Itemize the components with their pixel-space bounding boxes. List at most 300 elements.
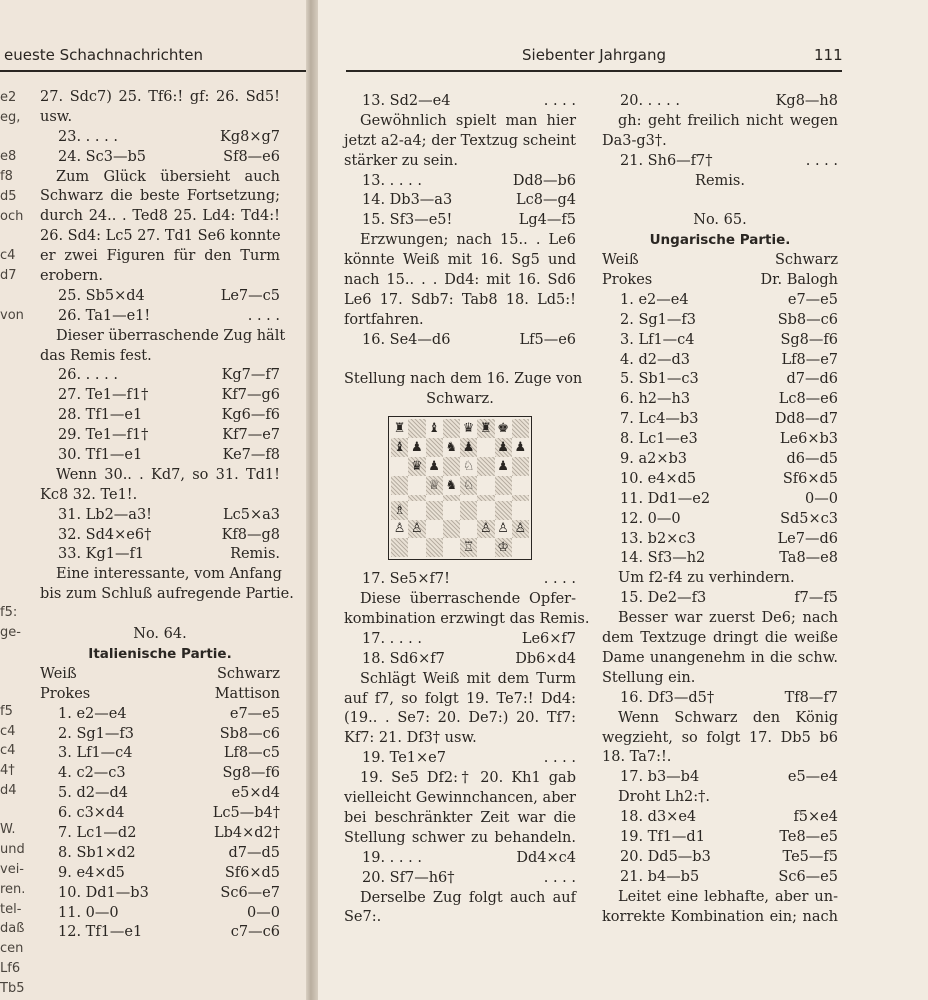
margin-fragment (0, 365, 30, 385)
board-square (495, 501, 512, 520)
text-line: fortfahren. (344, 311, 424, 328)
white-move: 24. Sc3—b5 (58, 148, 146, 165)
move-line (344, 869, 576, 889)
text-line: Diese überraschende Opfer- (360, 591, 576, 608)
white-move: 18. Sd6×f7 (362, 650, 445, 667)
chess-piece-square: ♙ (408, 520, 425, 539)
black-move: Lc8—g4 (516, 192, 576, 209)
black-move: e5—e4 (787, 769, 838, 786)
white-move: 16. Df3—d5† (620, 689, 715, 706)
black-move: Kf7—g6 (221, 387, 280, 404)
white-move: 7. Lc1—d2 (58, 824, 137, 841)
board-square (477, 538, 494, 557)
move-line (602, 549, 838, 569)
black-move: Sf6×d5 (224, 864, 280, 881)
margin-fragment: d7 (0, 268, 17, 284)
black-move: c7—c6 (230, 924, 280, 941)
margin-fragment: d5 (0, 188, 17, 204)
margin-fragment: von (0, 307, 24, 323)
margin-fragment (0, 405, 30, 425)
chess-piece-square: ♜ (477, 419, 494, 438)
page-number: 111 (814, 46, 843, 64)
margin-fragment: c4 (0, 723, 16, 739)
margin-fragment (0, 543, 30, 563)
board-square (512, 457, 529, 476)
text-line: Besser war zuerst De6; nach (618, 610, 838, 627)
margin-fragment: ge- (0, 624, 21, 640)
move-line (40, 904, 280, 924)
board-square (426, 438, 443, 457)
white-move: 3. Lf1—c4 (620, 331, 695, 348)
white-move: 21. b4—b5 (620, 868, 700, 885)
margin-fragment (0, 425, 30, 445)
black-move: Ta8—e8 (779, 550, 838, 567)
text-line: kombination erzwingt das Remis. (344, 611, 590, 628)
margin-fragment: Tb5 (0, 980, 25, 996)
chess-diagram (388, 416, 532, 560)
move-line (40, 287, 280, 307)
black-move: Lg4—f5 (518, 212, 576, 229)
white-move: 2. Sg1—f3 (620, 311, 696, 328)
text-line: Leitet eine lebhafte, aber un- (618, 888, 838, 905)
black-move: Lc5×a3 (223, 506, 280, 523)
right-running-header: Siebenter Jahrgang (522, 46, 666, 64)
move-line (344, 172, 576, 192)
move-line (40, 426, 280, 446)
text-line: Schlägt Weiß mit dem Turm (360, 670, 576, 687)
move-line (40, 725, 280, 745)
black-move: Te5—f5 (782, 848, 838, 865)
move-line (602, 152, 838, 172)
chess-board-grid (391, 419, 529, 557)
chess-piece-square: ♜ (391, 419, 408, 438)
text-line: Zum Glück übersieht auch (56, 168, 280, 185)
white-move: 11. Dd1—e2 (620, 490, 711, 507)
move-line (344, 849, 576, 869)
white-move: 26. Ta1—e1! (58, 307, 151, 324)
text-line: korrekte Kombination ein; nach (602, 908, 838, 925)
black-move: Lf8—e7 (781, 351, 838, 368)
move-line (602, 689, 838, 709)
board-square (460, 501, 477, 520)
black-move: Dd8—d7 (774, 411, 838, 428)
white-move: 13. . . . . (362, 172, 422, 189)
margin-fragment (0, 326, 30, 346)
players-line (602, 251, 838, 271)
text-line: Le6 17. Sdb7: Tab8 18. Ld5:! (344, 291, 576, 308)
move-line (602, 828, 838, 848)
player-left: Weiß (40, 665, 77, 682)
board-square (443, 419, 460, 438)
text-line: 27. Sdc7) 25. Tf6:! gf: 26. Sd5! (40, 89, 280, 105)
black-move: Sd5×c3 (780, 510, 838, 527)
black-move: f5×e4 (793, 809, 838, 826)
text-line: Stellung ein. (602, 669, 696, 686)
black-move: Sb8—c6 (777, 311, 838, 328)
black-move: 0—0 (247, 904, 280, 921)
move-line (40, 366, 280, 386)
chess-piece-square: ♞ (443, 476, 460, 495)
board-square (408, 538, 425, 557)
margin-fragment (0, 524, 30, 544)
board-square (495, 476, 512, 495)
black-move: d6—d5 (786, 451, 838, 468)
move-line (344, 331, 576, 351)
text-line: nach 15.. . . Dd4: mit 16. Sd6 (344, 272, 576, 289)
move-line (40, 386, 280, 406)
players-line (602, 271, 838, 291)
white-move: 20. . . . . (620, 93, 680, 109)
board-square (426, 538, 443, 557)
white-move: 16. Se4—d6 (362, 331, 451, 348)
white-move: 7. Lc4—b3 (620, 411, 699, 428)
black-move: Db6×d4 (515, 650, 576, 667)
margin-fragment: tel- (0, 901, 22, 917)
black-move: e7—e5 (787, 291, 838, 308)
white-move: 9. a2×b3 (620, 451, 687, 468)
text-line: könnte Weiß mit 16. Sg5 und (344, 252, 576, 269)
white-move: 1. e2—e4 (620, 291, 689, 308)
player-left: Prokes (602, 272, 653, 289)
margin-fragment: vei- (0, 862, 24, 878)
white-move: 9. e4×d5 (58, 864, 125, 881)
text-line: stärker zu sein. (344, 152, 458, 169)
white-move: 25. Sb5×d4 (58, 287, 145, 304)
move-line (602, 351, 838, 371)
player-right: Schwarz (216, 665, 280, 682)
move-line (602, 370, 838, 390)
move-line (602, 490, 838, 510)
move-line (602, 868, 838, 888)
player-left: Weiß (602, 252, 639, 269)
white-move: 12. Tf1—e1 (58, 924, 143, 941)
move-line (602, 291, 838, 311)
chess-piece-square: ♘ (460, 476, 477, 495)
black-move: d7—d6 (786, 371, 838, 388)
chess-piece-square: ♙ (391, 520, 408, 539)
margin-fragment: och (0, 208, 24, 224)
black-move: . . . . (543, 750, 576, 767)
player-right: Dr. Balogh (760, 272, 838, 289)
margin-fragment: cen (0, 941, 24, 957)
move-line (602, 410, 838, 430)
white-move: 15. De2—f3 (620, 590, 707, 607)
margin-fragment: e2 (0, 90, 17, 105)
white-move: 15. Sf3—e5! (362, 212, 453, 229)
text-line: das Remis fest. (40, 347, 152, 364)
text-line: bei beschränkter Zeit war die (344, 809, 576, 826)
black-move: e7—e5 (229, 705, 280, 722)
board-square (512, 501, 529, 520)
black-move: Kg8×g7 (220, 128, 280, 145)
margin-fragment: daß (0, 921, 25, 937)
left-column (40, 88, 294, 943)
margin-fragment (0, 444, 30, 464)
chess-piece-square: ♚ (495, 419, 512, 438)
move-line (344, 211, 576, 231)
previous-page-margin-fragments (0, 88, 30, 999)
move-line (344, 630, 576, 650)
chess-piece-square: ♝ (426, 419, 443, 438)
white-move: 8. Sb1×d2 (58, 844, 136, 861)
black-move: Ke7—f8 (222, 447, 280, 464)
white-move: 28. Tf1—e1 (58, 407, 143, 424)
move-line (602, 430, 838, 450)
white-move: 33. Kg1—f1 (58, 546, 145, 563)
move-line (344, 749, 576, 769)
move-line (602, 589, 838, 609)
move-line (344, 650, 576, 670)
board-square (408, 501, 425, 520)
white-move: 2. Sg1—f3 (58, 725, 134, 742)
chess-piece-square: ♟ (408, 438, 425, 457)
margin-fragment: eg, (0, 109, 21, 125)
black-move: e5×d4 (231, 785, 280, 802)
text-line: 26. Sd4: Lc5 27. Td1 Se6 konnte (40, 228, 281, 245)
black-move: Kf8—g8 (221, 526, 280, 543)
move-line (40, 804, 280, 824)
white-move: 19. Te1×e7 (362, 750, 446, 767)
text-line: Erzwungen; nach 15.. . Le6 (360, 232, 576, 249)
white-move: 23. . . . . (58, 128, 118, 145)
margin-fragment: f5: (0, 604, 18, 620)
board-square (391, 476, 408, 495)
board-square (443, 501, 460, 520)
chess-piece-square: ♛ (460, 419, 477, 438)
margin-fragment (0, 642, 30, 662)
text-line: vielleicht Gewinnchancen, aber (344, 790, 576, 807)
text-line: 19. Se5 Df2:† 20. Kh1 gab (360, 770, 576, 787)
margin-fragment (0, 286, 30, 306)
text-line: usw. (40, 108, 73, 125)
move-line (40, 446, 280, 466)
white-move: 17. Se5×f7! (362, 571, 450, 588)
white-move: 5. Sb1—c3 (620, 371, 699, 388)
margin-fragment: c4 (0, 248, 16, 264)
board-square (512, 476, 529, 495)
board-square (391, 538, 408, 557)
black-move: Sf8—e6 (223, 148, 280, 165)
chess-piece-square: ♟ (426, 457, 443, 476)
black-move: . . . . (543, 571, 576, 588)
move-line (602, 768, 838, 788)
margin-fragment (0, 385, 30, 405)
text-line (40, 605, 280, 625)
white-move: 26. . . . . (58, 367, 118, 384)
margin-fragment (0, 801, 30, 821)
white-move: 6. c3×d4 (58, 805, 125, 822)
white-move: 32. Sd4×e6† (58, 526, 152, 543)
white-move: 3. Lf1—c4 (58, 745, 133, 762)
move-line (40, 844, 280, 864)
left-header-rule (0, 70, 306, 72)
move-line (602, 331, 838, 351)
black-move: Lb4×d2† (213, 824, 280, 841)
text-line: Schwarz die beste Fortsetzung; (40, 188, 280, 205)
white-move: 14. Sf3—h2 (620, 550, 706, 567)
black-move: Te8—e5 (779, 828, 838, 845)
margin-fragment (0, 227, 30, 247)
players-line (40, 685, 280, 705)
move-line (40, 148, 280, 168)
move-line (344, 191, 576, 211)
black-move: 0—0 (805, 490, 838, 507)
move-line (40, 824, 280, 844)
white-move: 13. Sd2—e4 (362, 93, 451, 109)
white-move: 8. Lc1—e3 (620, 431, 698, 448)
right-header-rule (346, 70, 842, 72)
chess-piece-square: ♘ (460, 457, 477, 476)
move-line (40, 884, 280, 904)
white-move: 1. e2—e4 (58, 705, 127, 722)
board-square (443, 457, 460, 476)
margin-fragment: W. (0, 822, 16, 838)
move-line (602, 92, 838, 112)
move-line (40, 506, 280, 526)
margin-fragment: und (0, 842, 25, 858)
black-move: . . . . (805, 152, 838, 169)
move-line (40, 784, 280, 804)
text-line: er zwei Figuren für den Turm (40, 248, 280, 265)
white-move: 13. b2×c3 (620, 530, 696, 547)
board-square (477, 438, 494, 457)
margin-fragment (0, 682, 30, 702)
margin-fragment (0, 484, 30, 504)
black-move: Sb8—c6 (219, 725, 280, 742)
white-move: 17. b3—b4 (620, 769, 700, 786)
black-move: Tf8—f7 (784, 689, 838, 706)
chess-piece-square: ♕ (426, 476, 443, 495)
black-move: Dd4×c4 (516, 849, 576, 866)
board-square (477, 501, 494, 520)
text-line: Se7:. (344, 909, 382, 926)
margin-fragment: d4 (0, 782, 17, 798)
white-move: 19. . . . . (362, 849, 422, 866)
margin-fragment: ren. (0, 881, 26, 897)
middle-column (344, 92, 590, 928)
chess-piece-square: ♝ (391, 438, 408, 457)
black-move: Kg6—f6 (221, 407, 280, 424)
white-move: 20. Sf7—h6† (362, 869, 455, 886)
text-line: Eine interessante, vom Anfang (56, 566, 282, 583)
text-line: Stellung schwer zu behandeln. (344, 829, 576, 846)
white-move: 27. Te1—f1† (58, 387, 149, 404)
margin-fragment (0, 504, 30, 524)
text-line: 18. Ta7:!. (602, 749, 672, 766)
chess-piece-square: ♟ (495, 457, 512, 476)
black-move: Sc6—e5 (778, 868, 838, 885)
text-line: gh: geht freilich nicht wegen (618, 112, 838, 129)
white-move: 4. d2—d3 (620, 351, 690, 368)
text-line: erobern. (40, 268, 103, 285)
left-running-header: eueste Schachnachrichten (4, 46, 204, 64)
player-left: Prokes (40, 685, 91, 702)
board-square (426, 501, 443, 520)
chess-piece-square: ♔ (495, 538, 512, 557)
text-line: dem Textzuge dringt die weiße (602, 630, 838, 647)
middle-column-bottom (344, 570, 590, 928)
chess-piece-square: ♙ (495, 520, 512, 539)
book-gutter (306, 0, 318, 1000)
black-move: Lc5—b4† (212, 805, 280, 822)
text-line: Dame unangenehm in die schw. (602, 649, 838, 666)
board-square (391, 457, 408, 476)
move-line (602, 311, 838, 331)
white-move: 4. c2—c3 (58, 765, 126, 782)
text-line: Dieser überraschende Zug hält (56, 327, 286, 344)
chess-piece-square: ♗ (391, 501, 408, 520)
text-line: Gewöhnlich spielt man hier (360, 112, 576, 129)
text-line: Da3-g3†. (602, 132, 667, 149)
margin-fragment: f5 (0, 703, 13, 719)
text-line: Remis. (695, 172, 745, 189)
chess-piece-square: ♞ (443, 438, 460, 457)
white-move: 19. Tf1—d1 (620, 828, 705, 845)
text-line: Stellung nach dem 16. Zuge von (344, 371, 583, 388)
chess-piece-square: ♛ (408, 457, 425, 476)
black-move: Le6×b3 (779, 431, 838, 448)
move-line (602, 808, 838, 828)
text-line (602, 191, 838, 211)
board-square (512, 538, 529, 557)
white-move: 30. Tf1—e1 (58, 447, 143, 464)
black-move: Lc8—e6 (778, 391, 838, 408)
black-move: . . . . (247, 307, 280, 324)
move-line (40, 705, 280, 725)
move-line (602, 530, 838, 550)
text-line (344, 351, 576, 371)
white-move: 14. Db3—a3 (362, 192, 453, 209)
black-move: d7—d5 (228, 844, 280, 861)
black-move: Kg8—h8 (775, 93, 838, 109)
white-move: 31. Lb2—a3! (58, 506, 153, 523)
move-line (40, 864, 280, 884)
move-line (40, 545, 280, 565)
chess-piece-square: ♟ (460, 438, 477, 457)
black-move: f7—f5 (794, 590, 838, 607)
white-move: 11. 0—0 (58, 904, 119, 921)
move-line (40, 128, 280, 148)
player-right: Schwarz (774, 252, 838, 269)
text-line: auf f7, so folgt 19. Te7:! Dd4: (344, 690, 576, 707)
black-move: . . . . (543, 869, 576, 886)
chess-piece-square: ♖ (460, 538, 477, 557)
margin-fragment (0, 563, 30, 583)
board-square (477, 457, 494, 476)
text-line: bis zum Schluß aufregende Partie. (40, 586, 294, 603)
white-move: 5. d2—d4 (58, 785, 128, 802)
text-line: wegzieht, so folgt 17. Db5 b6 (602, 729, 838, 746)
margin-fragment: Lf6 (0, 961, 21, 977)
chess-piece-square: ♟ (512, 438, 529, 457)
text-line: Wenn Schwarz den König (618, 709, 838, 726)
board-square (443, 538, 460, 557)
margin-fragment: f8 (0, 169, 13, 185)
text-line: durch 24.. . Ted8 25. Ld4: Td4:! (40, 208, 280, 225)
text-line: Schwarz. (426, 391, 494, 408)
black-move: Lf8—c5 (223, 745, 280, 762)
players-line (40, 665, 280, 685)
game-title: Italienische Partie. (88, 645, 232, 662)
move-line (344, 92, 576, 112)
player-right: Mattison (214, 685, 280, 702)
chess-piece-square: ♙ (477, 520, 494, 539)
move-line (602, 848, 838, 868)
text-line: (19.. . Se7: 20. De7:) 20. Tf7: (344, 710, 576, 727)
margin-fragment: 4† (0, 763, 15, 779)
black-move: Le6×f7 (521, 630, 576, 647)
margin-fragment: c4 (0, 743, 16, 759)
